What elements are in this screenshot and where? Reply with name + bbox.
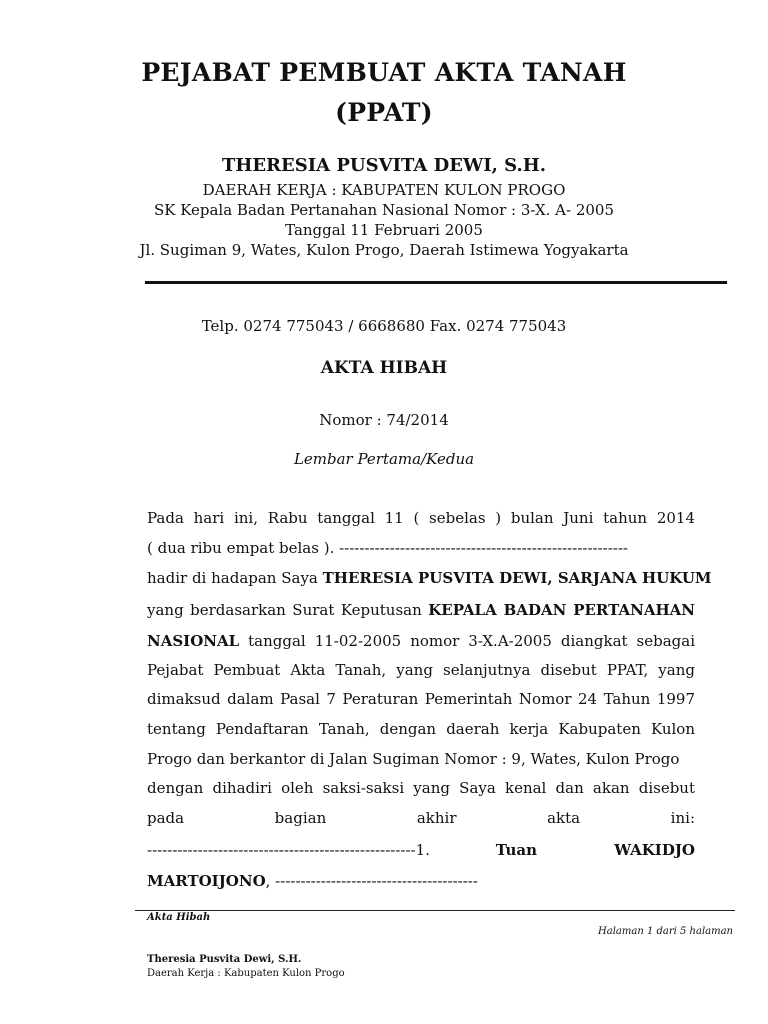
letterhead-title-line2: (PPAT)	[335, 98, 433, 127]
body-text: tanggal 11-02-2005 nomor 3-X.A-2005 diangkat sebagai	[239, 632, 695, 650]
body-line: dengan dihadiri oleh saksi-saksi yang Saya kenal dan akan disebut	[147, 779, 695, 797]
body-line: pada bagian akhir akta ini:	[147, 809, 695, 827]
deed-title: AKTA HIBAH	[320, 358, 448, 378]
body-line: Pada hari ini, Rabu tanggal 11 ( sebelas ) bulan Juni tahun 2014	[147, 509, 695, 527]
body-line	[147, 632, 695, 650]
party-name: Tuan WAKIDJO	[495, 841, 695, 859]
body-line	[147, 569, 712, 587]
body-line	[147, 841, 695, 859]
body-text: yang berdasarkan Surat Keputusan	[147, 601, 429, 619]
footer-divider	[135, 910, 735, 911]
body-line: Pejabat Pembuat Akta Tanah, yang selanjutnya disebut PPAT, yang	[147, 661, 695, 679]
body-line	[147, 601, 695, 619]
sk-decree: SK Kepala Badan Pertanahan Nasional Nomor : 3-X. A- 2005	[153, 201, 615, 219]
body-line: ( dua ribu empat belas ). ---------------------------------------------------------	[147, 539, 629, 557]
body-line: Progo dan berkantor di Jalan Sugiman Nomor : 9, Wates, Kulon Progo	[147, 750, 680, 768]
footer-page-info: Halaman 1 dari 5 halaman	[598, 926, 733, 937]
body-line: dimaksud dalam Pasal 7 Peraturan Pemerintah Nomor 24 Tahun 1997	[147, 690, 695, 708]
footer-doc-label: Akta Hibah	[147, 912, 211, 923]
body-line	[147, 872, 695, 890]
body-text: , ----------------------------------------	[265, 872, 478, 890]
body-line: tentang Pendaftaran Tanah, dengan daerah kerja Kabupaten Kulon	[147, 720, 695, 738]
party-name: MARTOIJONO	[147, 872, 266, 890]
footer-work-area: Daerah Kerja : Kabupaten Kulon Progo	[147, 968, 345, 979]
notary-full-name: THERESIA PUSVITA DEWI, SARJANA HUKUM	[322, 569, 712, 587]
body-text: hadir di hadapan Saya	[147, 569, 323, 587]
work-area: DAERAH KERJA : KABUPATEN KULON PROGO	[202, 181, 566, 199]
office-address: Jl. Sugiman 9, Wates, Kulon Progo, Daerah Istimewa Yogyakarta	[139, 241, 629, 259]
body-text: -----------------------------------------------------1.	[147, 841, 430, 859]
letterhead-title-line1: PEJABAT PEMBUAT AKTA TANAH	[141, 58, 627, 87]
authority-name: NASIONAL	[147, 632, 240, 650]
footer-notary-name: Theresia Pusvita Dewi, S.H.	[147, 954, 302, 965]
deed-number: Nomor : 74/2014	[319, 411, 449, 429]
notary-name: THERESIA PUSVITA DEWI, S.H.	[221, 155, 547, 176]
sheet-label: Lembar Pertama/Kedua	[293, 450, 475, 468]
contact-info: Telp. 0274 775043 / 6668680 Fax. 0274 775043	[201, 317, 567, 335]
decree-date: Tanggal 11 Februari 2005	[285, 221, 483, 239]
authority-name: KEPALA BADAN PERTANAHAN	[428, 601, 695, 619]
deed-body	[147, 0, 712, 900]
